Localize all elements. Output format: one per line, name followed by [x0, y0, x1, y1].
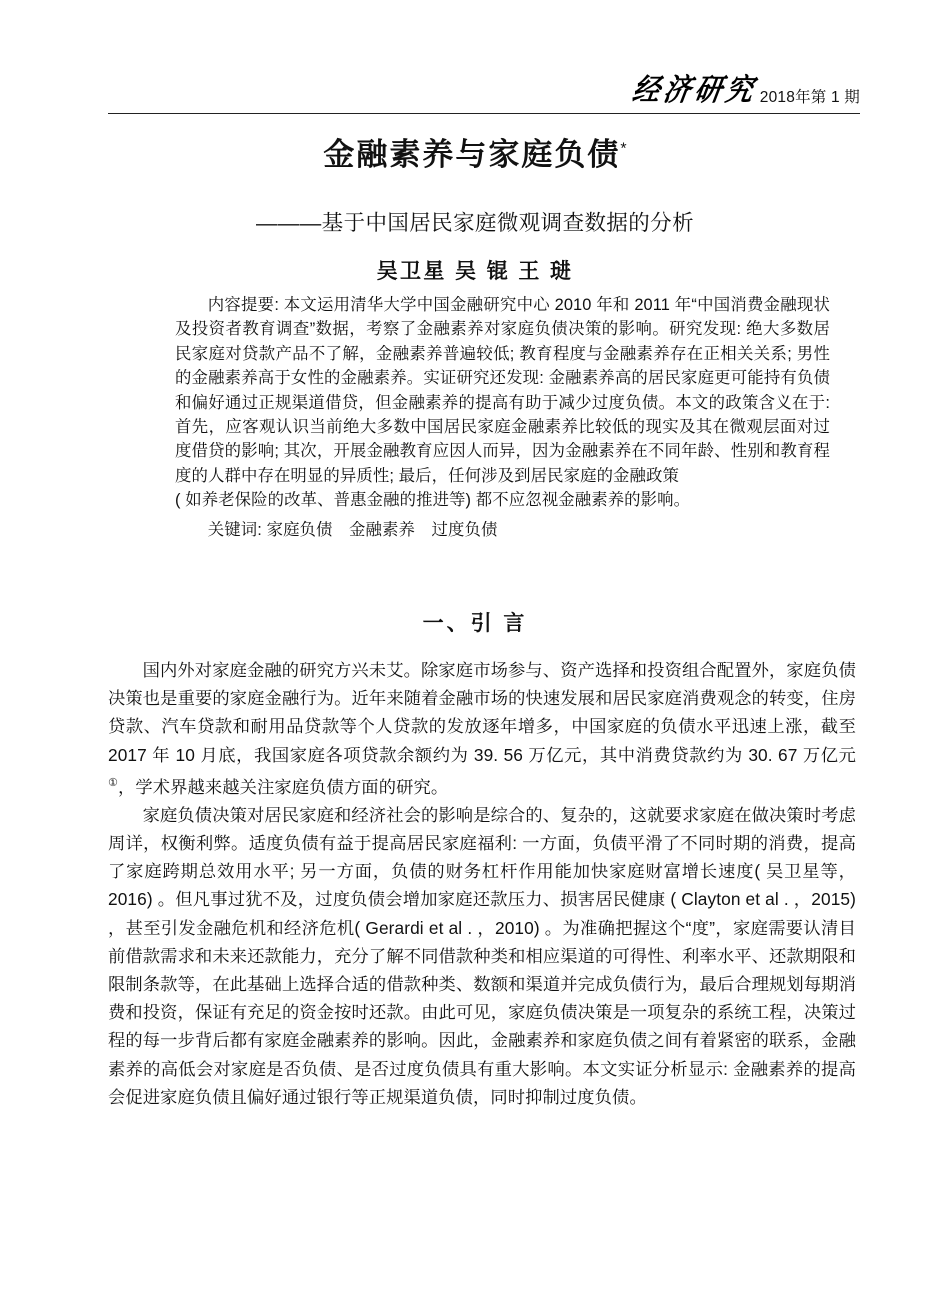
running-header: [108, 68, 860, 108]
title-footnote-marker: *: [620, 140, 627, 158]
body-paragraph-1-part1: 国内外对家庭金融的研究方兴未艾。除家庭市场参与、资产选择和投资组合配置外，家庭负债决策也是重要的家庭金融行为。近年来随着金融市场的快速发展和居民家庭消费观念的转变，住房贷款、汽车贷款和耐用品贷款等个人贷款的发放逐年增多，中国家庭的负债水平迅速上涨，截至 2017 年 10 月底，我国家庭各项贷款余额约为 39. 56 万亿元，其中消费贷款约为 30. 67 万亿元: [108, 660, 856, 765]
journal-title-calligraphy: 经济研究: [629, 73, 760, 107]
author-list: 吴卫星 吴 锟 王 琎: [376, 260, 574, 283]
page-subtitle: ———基于中国居民家庭微观调查数据的分析: [255, 211, 694, 235]
abstract-block: [175, 293, 830, 542]
keywords-line: 关键词: 家庭负债 金融素养 过度负债: [207, 520, 498, 539]
title-text: 金融素养与家庭负债: [323, 137, 621, 172]
body-content: [108, 656, 856, 1111]
abstract-paragraph: 内容提要: 本文运用清华大学中国金融研究中心 2010 年和 2011 年“中国消费金融现状及投资者教育调查”数据，考察了金融素养对家庭负债决策的影响。研究发现: 绝大多数居民家庭对贷款产品不了解，金融素养普遍较低; 教育程度与金融素养存在正相关关系; 男性的金融素养高于女性的金融素养。实证研究还发现: 金融素养高的居民家庭更可能持有负债和偏好通过正规渠道借贷，但金融素养的提高有助于减少过度负债。本文的政策含义在于: 首先，应客观认识当前绝大多数中国居民家庭金融素养比较低的现实及其在微观层面对过度借贷的影响; 其次，开展金融教育应因人而异，因为金融素养在不同年龄、性别和教育程度的人群中存在明显的异质性; 最后，任何涉及到居民家庭的金融政策: [175, 296, 830, 485]
footnote-reference-1: ①: [108, 776, 118, 789]
page-title: [0, 136, 950, 175]
body-paragraph-2: 家庭负债决策对居民家庭和经济社会的影响是综合的、复杂的，这就要求家庭在做决策时考虑周详，权衡利弊。适度负债有益于提高居民家庭福利: 一方面，负债平滑了不同时期的消费，提高了家庭跨期总效用水平; 另一方面，负债的财务杠杆作用能加快家庭财富增长速度( 吴卫星等，2016) 。但凡事过犹不及，过度负债会增加家庭还款压力、损害居民健康 ( Clayton et al . ，2015) ，甚至引发金融危机和经济危机( Gerardi et al . ，2010) 。为准确把握这个“度”，家庭需要认清目前借款需求和未来还款能力，充分了解不同借款种类和相应渠道的可得性、利率水平、还款期限和限制条款等，在此基础上选择合适的借款种类、数额和渠道并完成负债行为，最后合理规划每期消费和投资，保证有充足的资金按时还款。由此可见，家庭负债决策是一项复杂的系统工程，决策过程的每一步背后都有家庭金融素养的影响。因此，金融素养和家庭负债之间有着紧密的联系，金融素养的高低会对家庭是否负债、是否过度负债具有重大影响。本文实证分析显示: 金融素养的提高会促进家庭负债且偏好通过银行等正规渠道负债，同时抑制过度负债。: [108, 804, 856, 1107]
issue-label: 2018年第 1 期: [759, 88, 860, 106]
body-paragraph-1-part2: ，学术界越来越关注家庭负债方面的研究。: [117, 776, 449, 797]
body-paragraph-1: [108, 656, 856, 801]
abstract-paragraph-tail: ( 如养老保险的改革、普惠金融的推进等) 都不应忽视金融素养的影响。: [175, 491, 691, 510]
header-divider-rule: [108, 113, 860, 114]
section-heading-introduction: 一、引 言: [422, 612, 528, 635]
